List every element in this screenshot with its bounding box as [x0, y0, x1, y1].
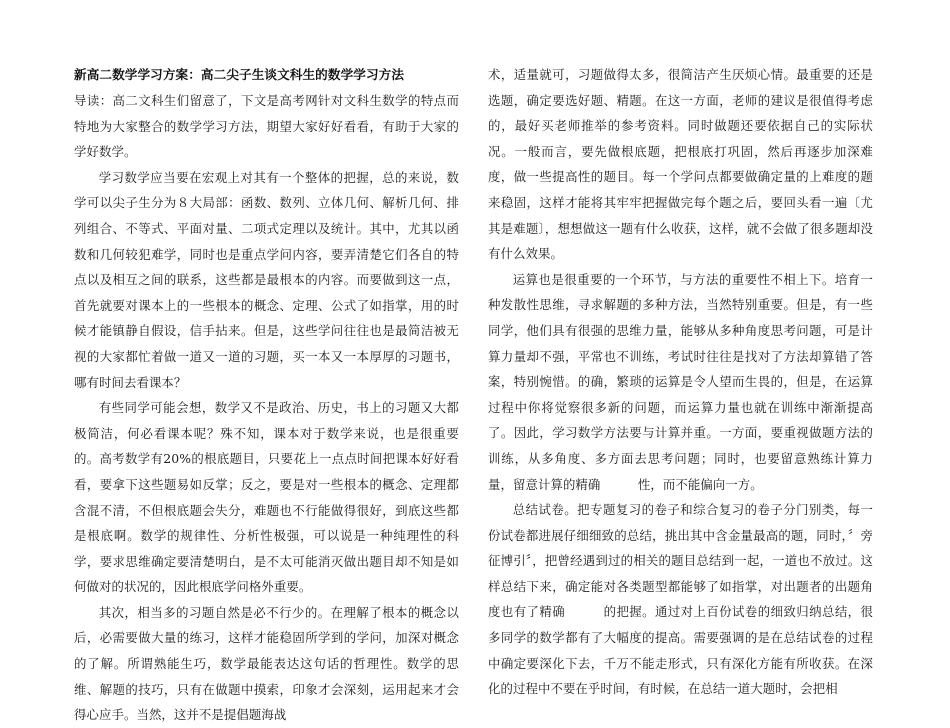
paragraph-exercises-continued: 术，适量就可，习题做得太多，很简洁产生厌烦心情。最重要的还是选题，确定要选好题、精题。在这一方面，老师的建议是很值得考虑的，最好买老师推举的参考资料。同时做题还要依据自己的实际状况。一般而言，要先做根底题，把根底打巩固，然后再逐步加深难度，做一些提高性的题目。每一个学问点都要做确定量的上难度的题来稳固，这样才能将其牢牢把握做完每个题之后，要回头看一遍〔尤其是难题〕，想想做这一题有什么收获，这样，就不会做了很多题却没有什么效果。 [488, 67, 873, 262]
right-column [488, 62, 873, 702]
intro-paragraph: 导读：高二文科生们留意了，下文是高考网针对文科生数学的特点而特地为大家整合的数学学习方法，期望大家好好看看，有助于大家的学好数学。 [74, 93, 459, 160]
paragraph-overview: 学习数学应当要在宏观上对其有一个整体的把握，总的来说，数学可以尖子生分为８大局部：函数、数列、立体几何、解析几何、排列组合、不等式、平面对量、二项式定理以及统计。其中，尤其以函数和几何较犯难学，同时也是重点学问内容，要弄清楚它们各自的特点以及相互之间的联系，这些都是最根本的内容。而要做到这一点，首先就要对课本上的一些根本的概念、定理、公式了如指掌，用的时候才能镇静自假设，信手拈来。但是，这些学问往往也是最简洁被无视的大家都忙着做一道又一道的习题，买一本又一本厚厚的习题书，哪有时间去看课本？ [74, 169, 459, 390]
paragraph-exercises: 其次，相当多的习题自然是必不行少的。在理解了根本的概念以后，必需要做大量的练习，这样才能稳固所学到的学问，加深对概念的了解。所谓熟能生巧，数学最能表达这句话的哲理性。数学的思维、解题的技巧，只有在做题中摸索，印象才会深刻，运用起来才会得心应手。当然，这并不是提倡题海战 [74, 604, 459, 723]
paragraph-calculation: 运算也是很重要的一个环节，与方法的重要性不相上下。培育一种发散性思维，寻求解题的多种方法，当然特别重要。但是，有一些同学，他们具有很强的思维力量，能够从多种角度思考问题，可是计算力量却不强，平常也不训练，考试时往往是找对了方法却算错了答案，特别惋惜。的确，繁琐的运算是令人望而生畏的，但是，在运算过程中你将觉察很多新的问题，而运算力量也就在训练中渐渐提高了。因此，学习数学方法要与计算并重。一方面，要重视做题方法的训练，从多角度、多方面去思考问题；同时，也要留意熟练计算力量，留意计算的精确 性，而不能偏向一方。 [488, 271, 873, 492]
document-title: 新高二数学学习方案：高二尖子生谈文科生的数学学习方法 [74, 67, 405, 82]
paragraph-textbook: 有些同学可能会想，数学又不是政治、历史，书上的习题又大都极简洁，何必看课本呢？殊不知，课本对于数学来说，也是很重要的。高考数学有20%的根底题目，只要花上一点点时间把课本好好看看，要拿下这些题易如反掌；反之，要是对一些根本的概念、定理都含混不清，不但根底题会失分，难题也不行能做得很好，到底这些都是根底啊。数学的规律性、分析性极强，可以说是一种纯理性的科学，要求思维确定要清楚明白，是不太可能消灭做出题目却不知是如何做对的状况的，因此根底学问格外重要。 [74, 400, 459, 595]
left-column [74, 62, 459, 728]
paragraph-summary: 总结试卷。把专题复习的卷子和综合复习的卷子分门别类，每一份试卷都进展仔细细致的总结，挑出其中含金量最高的题，同时，〞旁征博引〞，把曾经遇到过的相关的题目总结到一起，一道也不放过。这样总结下来，确定能对各类题型都能够了如指掌，对出题者的出题角度也有了精确 的把握。通过对上百份试卷的细致归纳总结，很多同学的数学都有了大幅度的提高。需要强调的是在总结试卷的过程中确定要深化下去，千万不能走形式，只有深化方能有所收获。在深化的过程中不要在乎时间，有时候，在总结一道大题时，会把相 [488, 502, 873, 697]
